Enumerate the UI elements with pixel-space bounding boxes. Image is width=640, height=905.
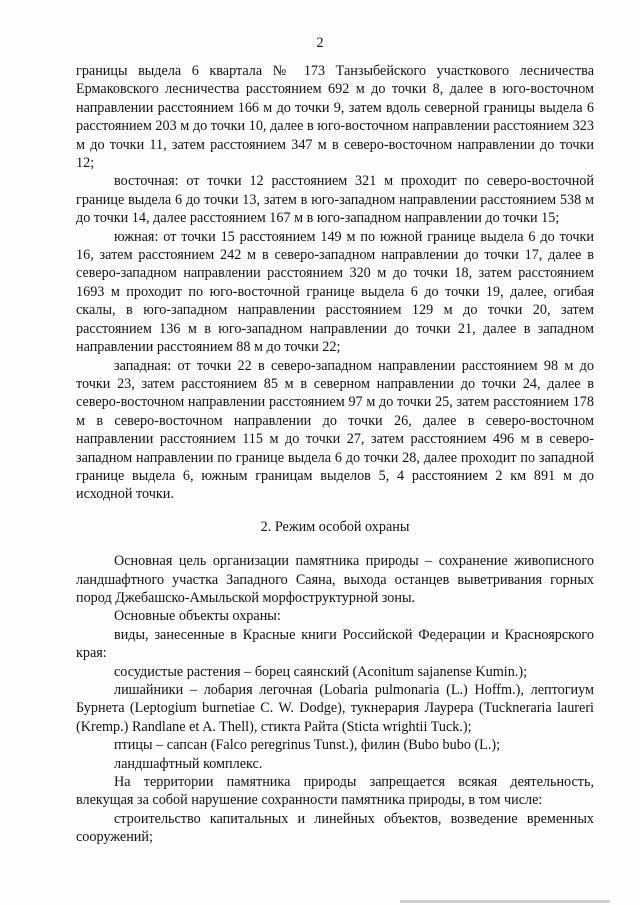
- paragraph: восточная: от точки 12 расстоянием 321 м проходит по северо-восточной границе выдела 6 до точки 13, затем в юго-западном направлении расстоянием 538 м до точки 14, далее расстоянием 167 м в юго-западном направлении до точки 15;: [76, 173, 594, 227]
- paragraphs-before: [76, 62, 594, 504]
- paragraph: лишайники – лобария легочная (Lobaria pulmonaria (L.) Hoffm.), лептогиум Бурнета (Leptogium burnetiae C. W. Dodge), тукнерария Лаурера (Tuckneraria laureri (Kremp.) Randlane et A. Thell), стикта Райта (Sticta wrightii Tuck.);: [76, 682, 594, 735]
- paragraph: виды, занесенные в Красные книги Российской Федерации и Красноярского края:: [76, 626, 594, 662]
- paragraph: На территории памятника природы запрещается всякая деятельность, влекущая за собой нарушение сохранности памятника природы, в том числе:: [76, 774, 594, 809]
- paragraph: Основная цель организации памятника природы – сохранение живописного ландшафтного участка Западного Саяна, выхода останцев выветривания горных пород Джебашско-Амыльской морфоструктурной зоны.: [76, 553, 594, 606]
- document-body: [76, 62, 594, 847]
- paragraph: границы выдела 6 квартала № 173 Танзыбейского участкового лесничества Ермаковского лесничества расстоянием 692 м до точки 8, далее в юго-восточном направлении расстоянием 166 м до точки 9, затем вдоль северной границы выдела 6 расстоянием 203 м до точки 10, далее в юго-восточном направлении расстоянием 323 м до точки 11, затем расстоянием 347 м в северо-восточном направлении до точки 12;: [76, 63, 594, 172]
- paragraph: ландшафтный комплекс.: [114, 755, 263, 772]
- scan-edge-mark: [400, 900, 610, 903]
- paragraph: птицы – сапсан (Falco peregrinus Tunst.), филин (Bubo bubo (L.);: [114, 737, 501, 754]
- page-number: 2: [316, 35, 324, 51]
- paragraph: западная: от точки 22 в северо-западном направлении расстоянием 98 м до точки 23, затем расстоянием 85 м в северном направлении до точки 24, далее в северо-восточном направлении расстоянием 97 м до точки 25, затем расстоянием 178 м в северо-восточном направлении до точки 26, далее в северо-восточном направлении расстоянием 115 м до точки 27, затем расстоянием 496 м в северо-западном направлении по границе выдела 6 до точки 28, далее проходит по западной границе выдела 6, южным границам выделов 5, 4 расстоянием 2 км 891 м до исходной точки.: [76, 357, 594, 503]
- paragraphs-after: [76, 552, 594, 847]
- paragraph: сосудистые растения – борец саянский (Aconitum sajanense Kumin.);: [114, 663, 528, 680]
- paragraph: Основные объекты охраны:: [114, 608, 281, 625]
- paragraph: строительство капитальных и линейных объектов, возведение временных сооружений;: [76, 810, 594, 846]
- paragraph: южная: от точки 15 расстоянием 149 м по южной границе выдела 6 до точки 16, затем расстоянием 242 м в северо-западном направлении до точки 17, далее в северо-западном направлении расстоянием 320 м до точки 18, затем расстоянием 1693 м проходит по юго-восточной границе выдела 6 до точки 19, далее, огибая скалы, в юго-западном направлении расстоянием 129 м до точки 20, затем расстоянием 136 м в юго-западном направлении до точки 21, далее в западном направлении расстоянием 88 м до точки 22;: [76, 228, 594, 356]
- section-heading: 2. Режим особой охраны: [260, 518, 410, 535]
